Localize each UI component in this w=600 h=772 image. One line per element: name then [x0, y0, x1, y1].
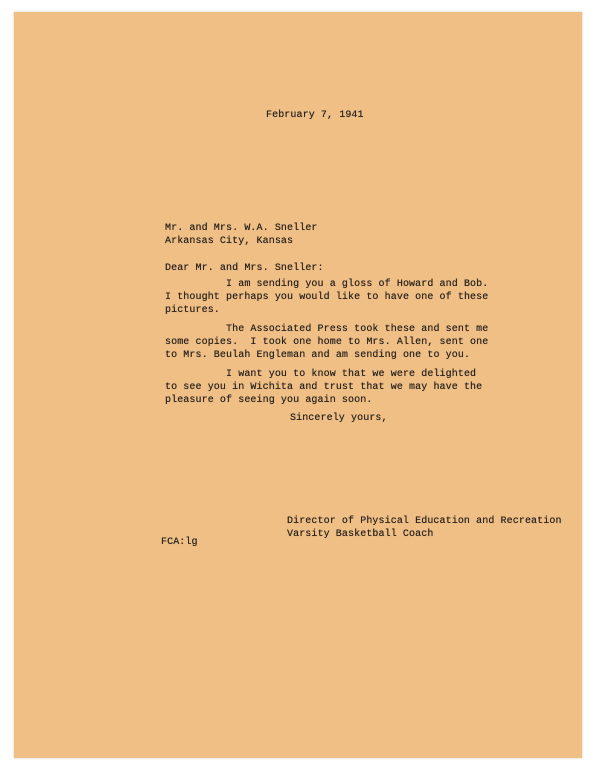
signature-title-1: Director of Physical Education and Recreation — [287, 516, 562, 527]
paragraph-1-line-3: pictures. — [165, 305, 220, 316]
paragraph-1-line-1: I am sending you a gloss of Howard and Bob. — [165, 279, 489, 290]
letter-page — [14, 12, 582, 758]
paragraph-2-line-1: The Associated Press took these and sent me — [165, 324, 489, 335]
paragraph-2-line-2: some copies. I took one home to Mrs. Allen, sent one — [165, 337, 489, 348]
signature-title-2: Varsity Basketball Coach — [287, 529, 434, 540]
paragraph-3-line-3: pleasure of seeing you again soon. — [165, 395, 373, 406]
paragraph-3-line-1: I want you to know that we were delighted — [165, 369, 477, 380]
paragraph-1-line-2: I thought perhaps you would like to have one of these — [165, 292, 489, 303]
closing: Sincerely yours, — [290, 413, 388, 424]
paragraph-3-line-2: to see you in Wichita and trust that we may have the — [165, 382, 483, 393]
paragraph-2-line-3: to Mrs. Beulah Engleman and am sending one to you. — [165, 350, 471, 361]
reference-initials: FCA:lg — [161, 537, 198, 548]
letter-date: February 7, 1941 — [266, 110, 364, 121]
recipient-name: Mr. and Mrs. W.A. Sneller — [165, 223, 318, 234]
salutation: Dear Mr. and Mrs. Sneller: — [165, 263, 324, 274]
recipient-city: Arkansas City, Kansas — [165, 236, 294, 247]
